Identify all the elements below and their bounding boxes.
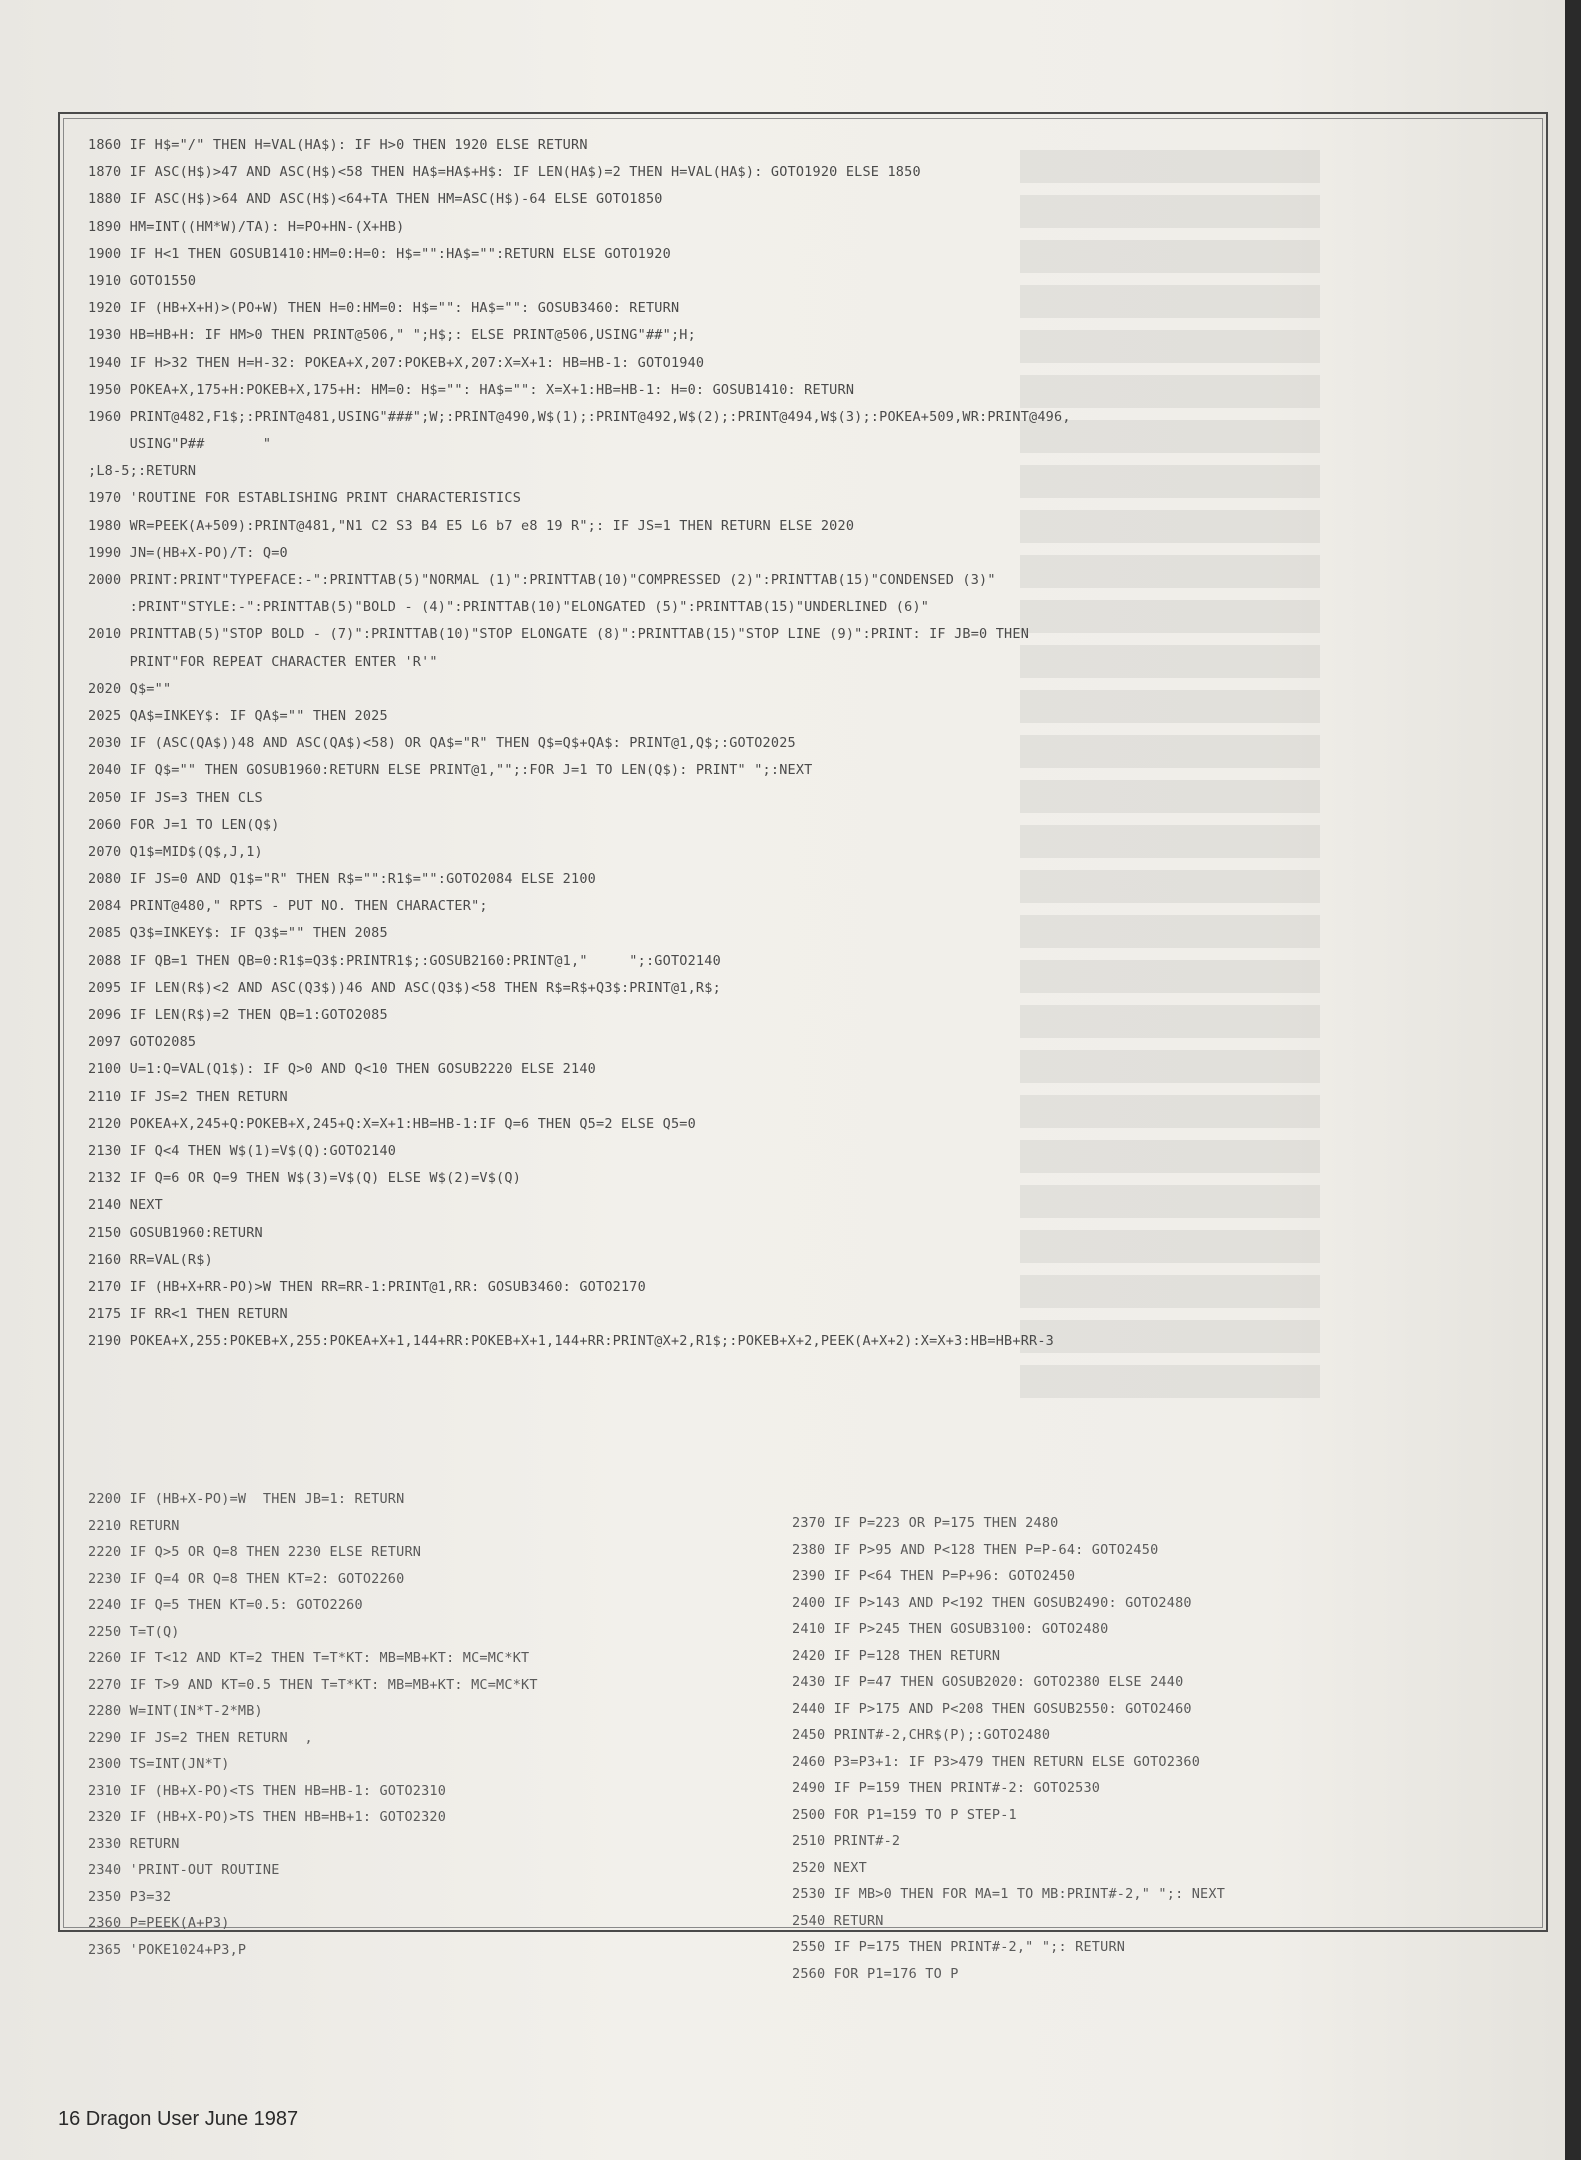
code-line: 2190 POKEA+X,255:POKEB+X,255:POKEA+X+1,144+RR:POKEB+X+1,144+RR:PRINT@X+2,R1$;:POKEB+X+2,PEEK(A+X+2):X=X+3:HB=HB+RR-3 [88,1333,1055,1350]
code-line: 2370 IF P=223 OR P=175 THEN 2480 [792,1515,1059,1531]
code-line: 2097 GOTO2085 [88,1034,197,1051]
code-line: 2132 IF Q=6 OR Q=9 THEN W$(3)=V$(Q) ELSE W$(2)=V$(Q) [88,1170,522,1187]
code-line: 2500 FOR P1=159 TO P STEP-1 [792,1806,1017,1823]
code-line: 2070 Q1$=MID$(Q$,J,1) [88,843,263,860]
code-line: 2084 PRINT@480," RPTS - PUT NO. THEN CHARACTER"; [88,898,488,915]
code-line: 2010 PRINTTAB(5)"STOP BOLD - (7)":PRINTTAB(10)"STOP ELONGATE (8)":PRINTTAB(15)"STOP LINE (9)":PRINT: IF JB=0 THEN [88,626,1030,643]
code-line: 1870 IF ASC(H$)>47 AND ASC(H$)<58 THEN HA$=HA$+H$: IF LEN(HA$)=2 THEN H=VAL(HA$): GOTO1920 ELSE 1850 [88,164,921,181]
code-line: 2040 IF Q$="" THEN GOSUB1960:RETURN ELSE PRINT@1,"";:FOR J=1 TO LEN(Q$): PRINT" ";:NEXT [88,762,813,779]
code-line: 2380 IF P>95 AND P<128 THEN P=P-64: GOTO2450 [792,1541,1159,1558]
page-edge [1565,0,1581,2160]
code-line: 1890 HM=INT((HM*W)/TA): H=PO+HN-(X+HB) [88,218,405,235]
code-line: 2096 IF LEN(R$)=2 THEN QB=1:GOTO2085 [88,1007,388,1023]
code-line: 2080 IF JS=0 AND Q1$="R" THEN R$="":R1$="":GOTO2084 ELSE 2100 [88,871,596,888]
code-line: 2050 IF JS=3 THEN CLS [88,789,263,806]
code-line: PRINT"FOR REPEAT CHARACTER ENTER 'R'" [88,653,438,670]
code-line: 2240 IF Q=5 THEN KT=0.5: GOTO2260 [88,1597,363,1613]
code-line: 1980 WR=PEEK(A+509):PRINT@481,"N1 C2 S3 B4 E5 L6 b7 e8 19 R";: IF JS=1 THEN RETURN ELSE 2020 [88,517,855,534]
code-line: 2150 GOSUB1960:RETURN [88,1224,263,1241]
code-line: 2120 POKEA+X,245+Q:POKEB+X,245+Q:X=X+1:HB=HB-1:IF Q=6 THEN Q5=2 ELSE Q5=0 [88,1115,696,1132]
code-line: 2360 P=PEEK(A+P3) [88,1915,230,1931]
code-line: 2420 IF P=128 THEN RETURN [792,1647,1001,1664]
listing-left-column [88,1486,538,1963]
code-line: ;L8-5;:RETURN [88,463,197,480]
code-line: 2095 IF LEN(R$)<2 AND ASC(Q3$))46 AND ASC(Q3$)<58 THEN R$=R$+Q3$:PRINT@1,R$; [88,979,721,996]
code-line: 2320 IF (HB+X-PO)>TS THEN HB=HB+1: GOTO2320 [88,1809,447,1825]
code-line: 2110 IF JS=2 THEN RETURN [88,1088,288,1105]
code-line: 2300 TS=INT(JN*T) [88,1756,230,1772]
code-line: 1910 GOTO1550 [88,272,197,289]
code-line: 2490 IF P=159 THEN PRINT#-2: GOTO2530 [792,1780,1101,1796]
code-line: 2410 IF P>245 THEN GOSUB3100: GOTO2480 [792,1621,1109,1637]
code-line: 2450 PRINT#-2,CHR$(P);:GOTO2480 [792,1727,1051,1743]
code-line: 2210 RETURN [88,1517,180,1534]
code-line: 2025 QA$=INKEY$: IF QA$="" THEN 2025 [88,707,388,724]
code-line: 2170 IF (HB+X+RR-PO)>W THEN RR=RR-1:PRINT@1,RR: GOSUB3460: GOTO2170 [88,1278,646,1295]
code-line: 1940 IF H>32 THEN H=H-32: POKEA+X,207:POKEB+X,207:X=X+1: HB=HB-1: GOTO1940 [88,354,705,371]
code-line: 2460 P3=P3+1: IF P3>479 THEN RETURN ELSE GOTO2360 [792,1753,1201,1770]
code-line: 1960 PRINT@482,F1$;:PRINT@481,USING"###";W;:PRINT@490,W$(1);:PRINT@492,W$(2);:PRINT@494,W$(3);:POKEA+509,WR:PRINT@496, [88,408,1071,425]
code-line: 2330 RETURN [88,1835,180,1852]
code-line: 2400 IF P>143 AND P<192 THEN GOSUB2490: GOTO2480 [792,1594,1192,1611]
code-line: 2440 IF P>175 AND P<208 THEN GOSUB2550: GOTO2460 [792,1700,1192,1717]
page-footer: 16 Dragon User June 1987 [58,2108,299,2130]
code-line: 2220 IF Q>5 OR Q=8 THEN 2230 ELSE RETURN [88,1544,422,1560]
code-line: 2290 IF JS=2 THEN RETURN , [88,1729,313,1746]
code-line: 1990 JN=(HB+X-PO)/T: Q=0 [88,544,288,561]
code-line: 2130 IF Q<4 THEN W$(1)=V$(Q):GOTO2140 [88,1142,397,1159]
code-line: 2020 Q$="" [88,680,172,697]
code-line: 2088 IF QB=1 THEN QB=0:R1$=Q3$:PRINTR1$;:GOSUB2160:PRINT@1," ";:GOTO2140 [88,952,721,969]
code-line: 2365 'POKE1024+P3,P [88,1941,247,1958]
code-line: 2350 P3=32 [88,1888,172,1905]
listing-top-block [88,132,1071,1355]
code-line: 2260 IF T<12 AND KT=2 THEN T=T*KT: MB=MB+KT: MC=MC*KT [88,1650,530,1666]
code-line: 2310 IF (HB+X-PO)<TS THEN HB=HB-1: GOTO2310 [88,1782,447,1799]
code-line: 2520 NEXT [792,1859,867,1876]
code-line: 2560 FOR P1=176 TO P [792,1965,959,1982]
listing-right-column [792,1510,1225,1987]
code-line: 2060 FOR J=1 TO LEN(Q$) [88,816,280,833]
code-line: 2230 IF Q=4 OR Q=8 THEN KT=2: GOTO2260 [88,1570,405,1587]
code-line: 2140 NEXT [88,1197,163,1214]
code-line: 2160 RR=VAL(R$) [88,1251,213,1268]
code-line: 1880 IF ASC(H$)>64 AND ASC(H$)<64+TA THEN HM=ASC(H$)-64 ELSE GOTO1850 [88,191,663,208]
code-line: 2510 PRINT#-2 [792,1833,901,1849]
code-line: 2100 U=1:Q=VAL(Q1$): IF Q>0 AND Q<10 THEN GOSUB2220 ELSE 2140 [88,1061,596,1078]
code-line: 1860 IF H$="/" THEN H=VAL(HA$): IF H>0 THEN 1920 ELSE RETURN [88,137,588,153]
code-line: 2550 IF P=175 THEN PRINT#-2," ";: RETURN [792,1939,1126,1955]
code-line: 1950 POKEA+X,175+H:POKEB+X,175+H: HM=0: H$="": HA$="": X=X+1:HB=HB-1: H=0: GOSUB1410: RETURN [88,381,855,398]
code-line: 2270 IF T>9 AND KT=0.5 THEN T=T*KT: MB=MB+KT: MC=MC*KT [88,1676,538,1693]
code-line: 1920 IF (HB+X+H)>(PO+W) THEN H=0:HM=0: H$="": HA$="": GOSUB3460: RETURN [88,300,680,317]
code-line: 2175 IF RR<1 THEN RETURN [88,1306,288,1323]
code-line: 2390 IF P<64 THEN P=P+96: GOTO2450 [792,1568,1076,1584]
code-line: 2250 T=T(Q) [88,1623,180,1640]
code-line: 2340 'PRINT-OUT ROUTINE [88,1862,280,1878]
code-line: 2280 W=INT(IN*T-2*MB) [88,1703,263,1719]
code-line: 1900 IF H<1 THEN GOSUB1410:HM=0:H=0: H$="":HA$="":RETURN ELSE GOTO1920 [88,245,671,262]
code-line: 2085 Q3$=INKEY$: IF Q3$="" THEN 2085 [88,925,388,942]
code-line: 2030 IF (ASC(QA$))48 AND ASC(QA$)<58) OR QA$="R" THEN Q$=Q$+QA$: PRINT@1,Q$;:GOTO2025 [88,735,796,752]
code-line: 2540 RETURN [792,1912,884,1929]
code-line: 2530 IF MB>0 THEN FOR MA=1 TO MB:PRINT#-2," ";: NEXT [792,1886,1226,1902]
code-line: 1970 'ROUTINE FOR ESTABLISHING PRINT CHARACTERISTICS [88,490,522,507]
code-line: :PRINT"STYLE:-":PRINTTAB(5)"BOLD - (4)":PRINTTAB(10)"ELONGATED (5)":PRINTTAB(15)"UNDERLINED (6)" [88,599,930,616]
code-line: 1930 HB=HB+H: IF HM>0 THEN PRINT@506," ";H$;: ELSE PRINT@506,USING"##";H; [88,327,696,344]
code-line: 2430 IF P=47 THEN GOSUB2020: GOTO2380 ELSE 2440 [792,1674,1184,1690]
code-line: USING"P## " [88,436,272,453]
code-line: 2200 IF (HB+X-PO)=W THEN JB=1: RETURN [88,1491,405,1507]
code-line: 2000 PRINT:PRINT"TYPEFACE:-":PRINTTAB(5)"NORMAL (1)":PRINTTAB(10)"COMPRESSED (2)":PRINTTAB(15)"CONDENSED (3)" [88,572,996,588]
